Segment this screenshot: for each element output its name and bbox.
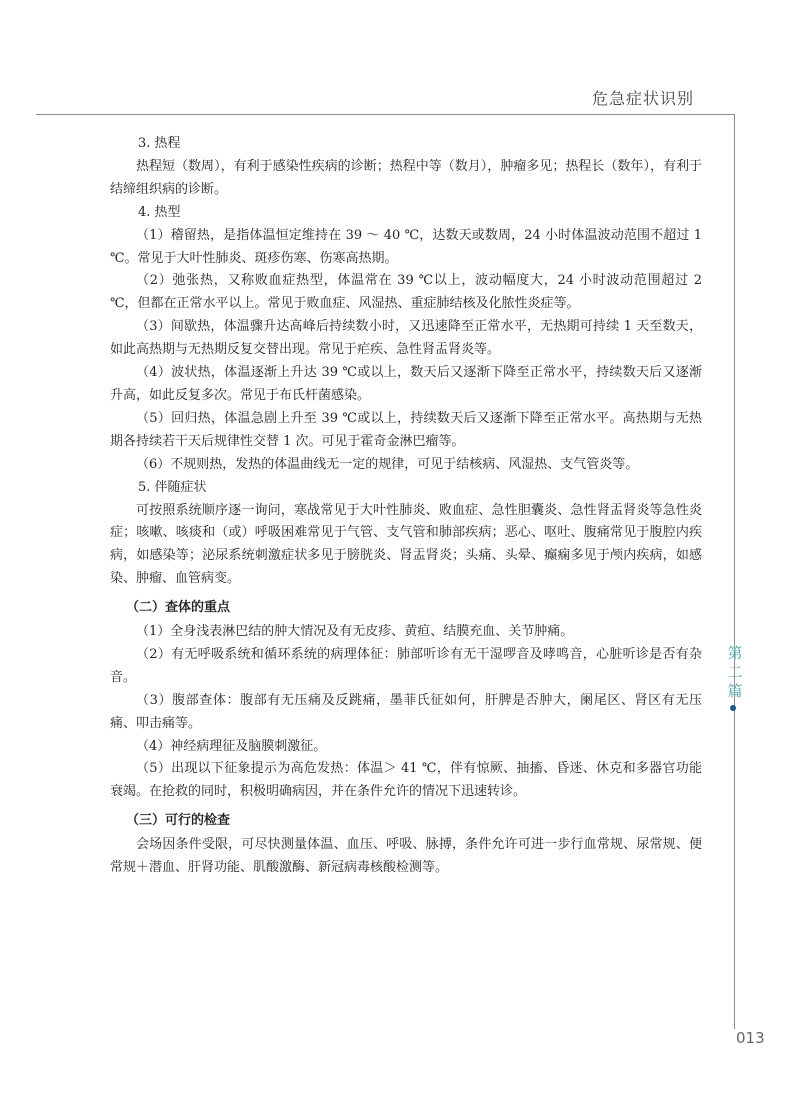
- section-title-accompanying-symptoms: 5. 伴随症状: [138, 479, 207, 495]
- part-tab: 第二篇: [727, 644, 743, 700]
- side-rule: [734, 114, 735, 1029]
- section-title-fever-type: 4. 热型: [138, 204, 181, 220]
- paragraph: （2）有无呼吸系统和循环系统的病理体征：肺部听诊有无干湿啰音及哮鸣音，心脏听诊是否有杂音。: [110, 646, 702, 685]
- paragraph: （1）全身浅表淋巴结的肿大情况及有无皮疹、黄疸、结膜充血、关节肿痛。: [136, 624, 574, 640]
- header-rule: [36, 114, 734, 115]
- paragraph: （1）稽留热，是指体温恒定维持在 39 ～ 40 ℃，达数天或数周，24 小时体温波动范围不超过 1 ℃。常见于大叶性肺炎、斑疹伤寒、伤寒高热期。: [110, 227, 702, 266]
- heading-available-tests: （三）可行的检查: [126, 813, 231, 829]
- paragraph: （5）出现以下征象提示为高危发热：体温＞ 41 ℃，伴有惊厥、抽搐、昏迷、休克和多器官功能衰竭。在抢救的同时，积极明确病因，并在条件允许的情况下迅速转诊。: [110, 761, 702, 800]
- heading-physical-exam: （二）查体的重点: [126, 600, 231, 616]
- paragraph: （4）神经病理征及脑膜刺激征。: [136, 738, 327, 754]
- paragraph: （3）间歇热，体温骤升达高峰后持续数小时，又迅速降至正常水平，无热期可持续 1 天至数天，如此高热期与无热期反复交替出现。常见于疟疾、急性肾盂肾炎等。: [110, 319, 702, 358]
- paragraph: 可按照系统顺序逐一询问，寒战常见于大叶性肺炎、败血症、急性胆囊炎、急性肾盂肾炎等急性炎症；咳嗽、咳痰和（或）呼吸困难常见于气管、支气管和肺部疾病；恶心、呕吐、腹痛常见于腹腔内疾病，如感染等；泌尿系统刺激症状多见于膀胱炎、肾盂肾炎；头痛、头晕、癫痫多见于颅内疾病，如感染、肿瘤、血管病变。: [110, 502, 702, 587]
- paragraph: （3）腹部查体：腹部有无压痛及反跳痛，墨菲氏征如何，肝脾是否肿大，阑尾区、肾区有无压痛、叩击痛等。: [110, 692, 702, 731]
- paragraph: 热程短（数周），有利于感染性疾病的诊断；热程中等（数月），肿瘤多见；热程长（数年），有利于结缔组织病的诊断。: [110, 158, 702, 197]
- paragraph: （2）弛张热，又称败血症热型，体温常在 39 ℃以上，波动幅度大，24 小时波动范围超过 2 ℃，但都在正常水平以上。常见于败血症、风湿热、重症肺结核及化脓性炎症等。: [110, 273, 702, 312]
- running-header-title: 危急症状识别: [591, 89, 694, 108]
- page-number: 013: [736, 1029, 765, 1047]
- paragraph: （5）回归热，体温急剧上升至 39 ℃或以上，持续数天后又逐渐下降至正常水平。高热期与无热期各持续若干天后规律性交替 1 次。可见于霍奇金淋巴瘤等。: [110, 410, 702, 449]
- paragraph: 会场因条件受限，可尽快测量体温、血压、呼吸、脉搏，条件允许可进一步行血常规、尿常规、便常规＋潜血、肝肾功能、肌酸激酶、新冠病毒核酸检测等。: [110, 837, 702, 876]
- tab-marker-dot: [730, 705, 736, 711]
- paragraph: （6）不规则热，发热的体温曲线无一定的规律，可见于结核病、风湿热、支气管炎等。: [136, 456, 639, 472]
- paragraph: （4）波状热，体温逐渐上升达 39 ℃或以上，数天后又逐渐下降至正常水平，持续数天后又逐渐升高，如此反复多次。常见于布氏杆菌感染。: [110, 365, 702, 403]
- section-title-fever-duration: 3. 热程: [138, 136, 181, 151]
- main-content: [110, 133, 702, 880]
